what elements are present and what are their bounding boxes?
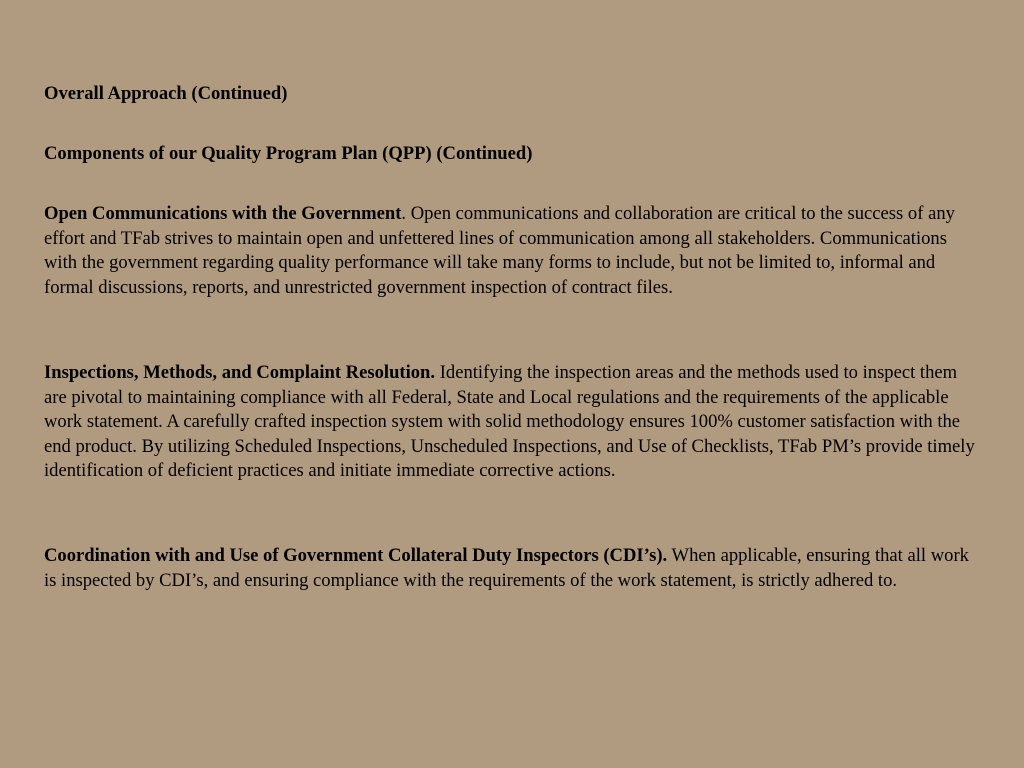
paragraph-lead: Open Communications with the Government [44,203,402,224]
paragraph-cdi-coordination [44,544,984,593]
paragraph-lead: Inspections, Methods, and Complaint Resolution. [44,362,436,383]
paragraph-body: . Open communications and collaboration are critical to the success of any effort and TFab strives to maintain open and unfettered lines of communication among all stakeholders. Communications with the government regarding quality performance will take many forms to include, but not be limited to, informal and formal discussions, reports, and unrestricted government inspection of contract files. [44,203,955,298]
section-subtitle: Components of our Quality Program Plan (QPP) (Continued) [44,143,533,164]
paragraph-inspections [44,361,984,484]
paragraph-body: When applicable, ensuring that all work is inspected by CDI’s, and ensuring compliance with the requirements of the work statement, is strictly adhered to. [44,545,969,591]
paragraph-open-communications [44,202,984,300]
page-title: Overall Approach (Continued) [44,83,288,104]
paragraph-body: Identifying the inspection areas and the methods used to inspect them are pivotal to maintaining compliance with all Federal, State and Local regulations and the requirements of the applicable work statement. A carefully crafted inspection system with solid methodology ensures 100% customer satisfaction with the end product. By utilizing Scheduled Inspections, Unscheduled Inspections, and Use of Checklists, TFab PM’s provide timely identification of deficient practices and initiate immediate corrective actions. [44,362,975,481]
paragraph-lead: Coordination with and Use of Government Collateral Duty Inspectors (CDI’s). [44,545,668,566]
